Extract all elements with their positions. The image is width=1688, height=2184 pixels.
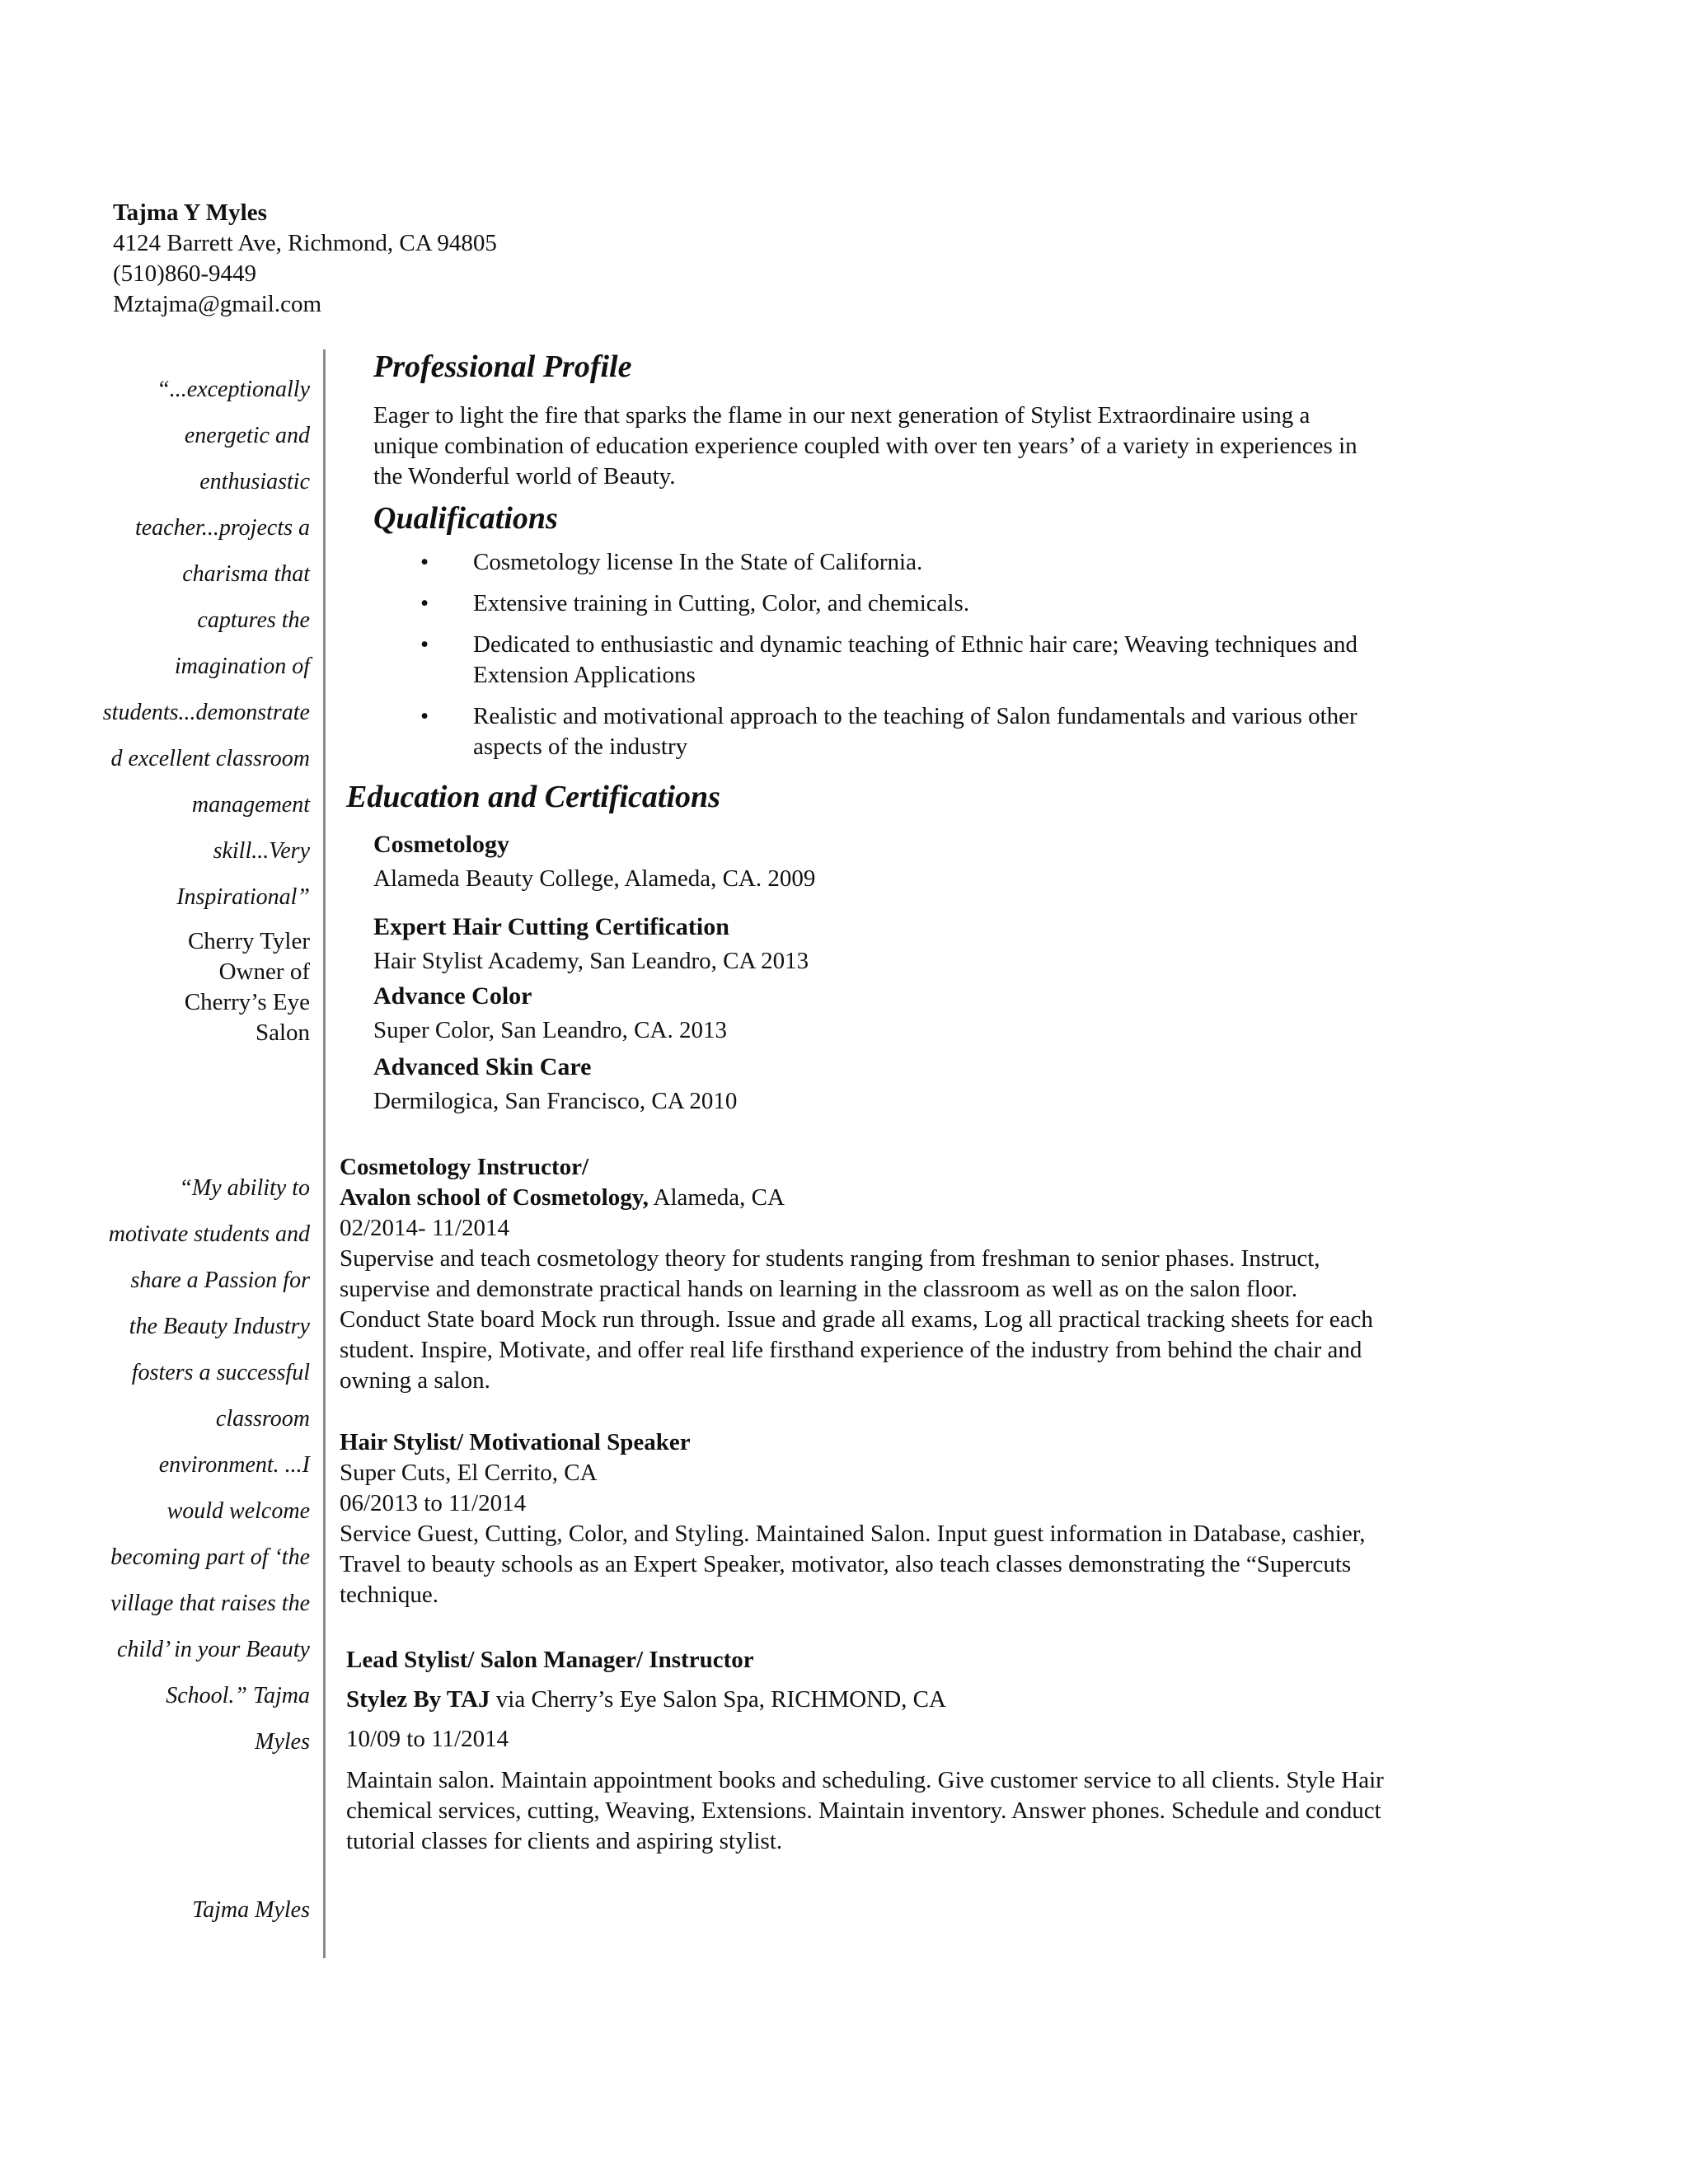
attribution-line: Owner of — [218, 958, 310, 985]
job-description-line: student. Inspire, Motivate, and offer real life firsthand experience of the industry from behind the chair and — [340, 1337, 1362, 1363]
column-divider — [323, 349, 326, 1958]
qualification-text: Extensive training in Cutting, Color, and chemicals. — [473, 590, 970, 616]
attribution-line: Salon — [255, 1019, 310, 1046]
bullet-icon: • — [420, 631, 429, 658]
quote-line: Myles — [255, 1729, 310, 1755]
profile-line: the Wonderful world of Beauty. — [373, 463, 676, 490]
education-title: Expert Hair Cutting Certification — [373, 913, 729, 940]
quote-line: enthusiastic — [199, 469, 310, 494]
job-employer: Avalon school of Cosmetology, — [340, 1184, 649, 1211]
quote-line: School.” Tajma — [166, 1683, 310, 1708]
job-description-line: Travel to beauty schools as an Expert Speaker, motivator, also teach classes demonstrating the “Supercuts — [340, 1551, 1352, 1577]
quote-line: teacher...projects a — [134, 515, 310, 541]
job-description — [346, 1765, 1384, 1857]
qualification-text: Extension Applications — [473, 662, 696, 688]
job-description-line: Service Guest, Cutting, Color, and Styling. Maintained Salon. Input guest information in Database, cashier, — [340, 1521, 1366, 1547]
qualification-text: Cosmetology license In the State of California. — [473, 549, 923, 575]
quote-line: village that raises the — [110, 1591, 310, 1616]
quote-line: environment. ...I — [158, 1452, 310, 1478]
qualification-text: Dedicated to enthusiastic and dynamic teaching of Ethnic hair care; Weaving techniques and — [473, 631, 1357, 658]
quote-line: charisma that — [182, 561, 310, 587]
contact-header — [113, 198, 497, 320]
job-title: Hair Stylist/ Motivational Speaker — [340, 1429, 691, 1455]
job-description-line: Supervise and teach cosmetology theory for students ranging from freshman to senior phases. Instruct, — [340, 1245, 1320, 1272]
job-entry — [340, 1152, 1373, 1396]
quote-line: skill...Very — [213, 838, 310, 864]
education-heading: Education and Certifications — [346, 780, 720, 814]
quote-line: management — [191, 792, 310, 818]
job-entry — [340, 1427, 1365, 1610]
quote-line: motivate students and — [108, 1221, 310, 1247]
education-title: Advance Color — [373, 982, 532, 1010]
sidebar-quote-2 — [109, 1165, 310, 1765]
attribution-line: Cherry Tyler — [187, 928, 310, 954]
qualification-text: Realistic and motivational approach to the teaching of Salon fundamentals and various other — [473, 703, 1357, 729]
qualifications-heading: Qualifications — [373, 501, 558, 536]
job-dates: 06/2013 to 11/2014 — [340, 1490, 527, 1516]
sidebar-signature — [192, 1887, 310, 1933]
quote-line: the Beauty Industry — [129, 1314, 310, 1339]
job-description-line: supervise and demonstrate practical hands on learning in the classroom as well as on the salon floor. — [340, 1276, 1298, 1302]
job-location: via Cherry’s Eye Salon Spa, RICHMOND, CA — [490, 1686, 946, 1713]
quote-line: child’ in your Beauty — [116, 1637, 310, 1662]
signature-text: Tajma Myles — [192, 1897, 310, 1923]
quote-line: share a Passion for — [130, 1268, 310, 1293]
bullet-icon: • — [420, 703, 429, 729]
profile-heading: Professional Profile — [373, 349, 632, 384]
job-employer-line — [346, 1686, 946, 1713]
education-detail: Super Color, San Leandro, CA. 2013 — [373, 1017, 727, 1043]
job-description-line: Conduct State board Mock run through. Issue and grade all exams, Log all practical tracking sheets for each — [340, 1306, 1373, 1333]
job-description-line: chemical services, cutting, Weaving, Extensions. Maintain inventory. Answer phones. Schedule and conduct — [346, 1797, 1381, 1824]
quote-line: students...demonstrate — [102, 700, 310, 725]
quote-line: “...exceptionally — [157, 377, 310, 402]
job-description-line: owning a salon. — [340, 1367, 490, 1394]
quote-line: imagination of — [174, 654, 310, 679]
job-employer: Stylez By TAJ — [346, 1686, 490, 1713]
education-detail: Dermilogica, San Francisco, CA 2010 — [373, 1088, 738, 1114]
quote-line: “My ability to — [179, 1175, 310, 1201]
applicant-name: Tajma Y Myles — [113, 199, 267, 226]
qualification-text: aspects of the industry — [473, 733, 688, 760]
qualifications-list — [420, 547, 1357, 773]
education-title: Cosmetology — [373, 831, 509, 858]
quote-line: becoming part of ‘the — [110, 1544, 310, 1570]
attribution-line: Cherry’s Eye — [184, 989, 310, 1015]
job-dates: 10/09 to 11/2014 — [346, 1726, 509, 1752]
bullet-icon: • — [420, 590, 429, 616]
quote-line: d excellent classroom — [110, 746, 310, 771]
quote-line: would welcome — [166, 1498, 310, 1524]
quote-line: captures the — [197, 607, 310, 633]
quote-line: energetic and — [184, 423, 310, 448]
email-address: Mztajma@gmail.com — [113, 291, 321, 317]
job-description-line: technique. — [340, 1582, 438, 1608]
job-description-line: Maintain salon. Maintain appointment books and scheduling. Give customer service to all clients. Style Hair — [346, 1767, 1384, 1793]
quote-1-attribution — [185, 926, 310, 1048]
profile-line: Eager to light the fire that sparks the flame in our next generation of Stylist Extraordinaire using a — [373, 402, 1311, 429]
education-detail: Alameda Beauty College, Alameda, CA. 2009 — [373, 865, 816, 892]
quote-line: classroom — [215, 1406, 310, 1432]
education-title: Advanced Skin Care — [373, 1053, 592, 1080]
address: 4124 Barrett Ave, Richmond, CA 94805 — [113, 230, 497, 256]
profile-summary — [373, 401, 1357, 492]
list-item — [420, 630, 1357, 691]
job-title: Lead Stylist/ Salon Manager/ Instructor — [346, 1647, 754, 1673]
phone-number: (510)860-9449 — [113, 260, 256, 287]
job-title: Cosmetology Instructor/ — [340, 1154, 589, 1180]
job-location: Alameda, CA — [648, 1184, 785, 1211]
list-item — [420, 701, 1357, 762]
job-dates: 02/2014- 11/2014 — [340, 1215, 509, 1241]
job-description-line: tutorial classes for clients and aspiring stylist. — [346, 1828, 783, 1854]
education-detail: Hair Stylist Academy, San Leandro, CA 2013 — [373, 948, 809, 974]
job-location: Super Cuts, El Cerrito, CA — [340, 1460, 598, 1486]
quote-line: Inspirational” — [176, 884, 310, 910]
sidebar-quote-1 — [103, 367, 310, 921]
list-item — [420, 588, 1357, 619]
profile-line: unique combination of education experience coupled with over ten years’ of a variety in experiences in — [373, 433, 1357, 459]
list-item — [420, 547, 1357, 578]
job-employer-line — [340, 1183, 1373, 1213]
bullet-icon: • — [420, 549, 429, 575]
quote-line: fosters a successful — [131, 1360, 310, 1385]
